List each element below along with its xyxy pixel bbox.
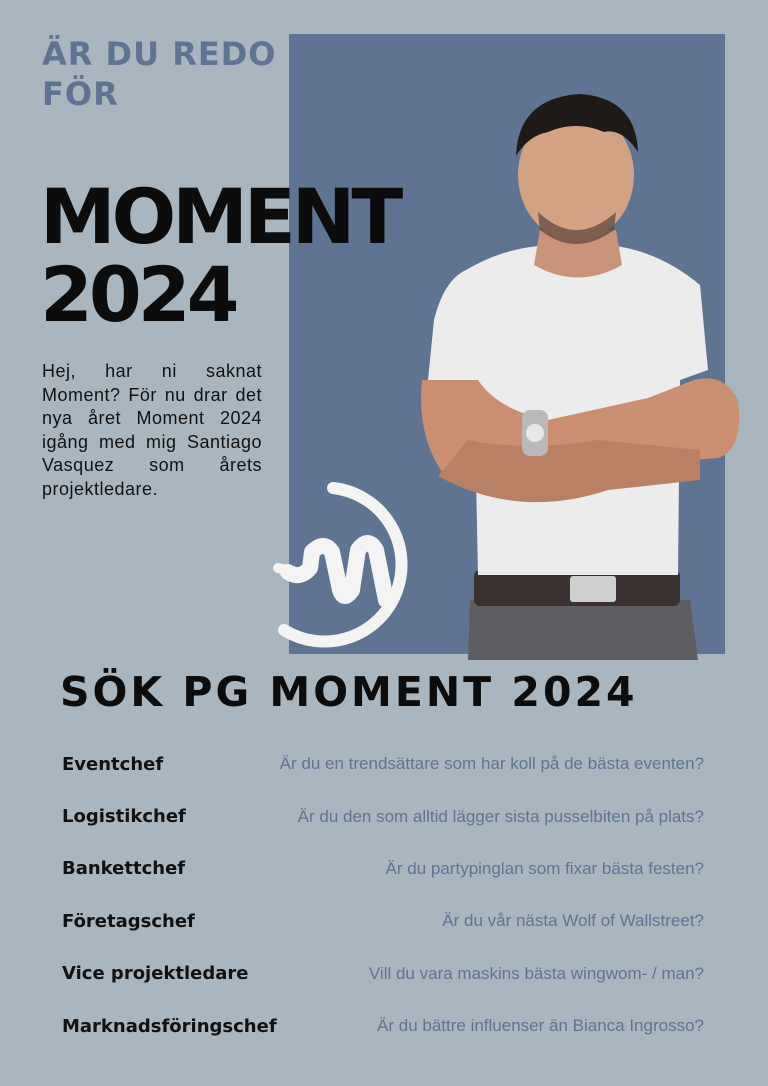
kicker-text: ÄR DU REDO FÖR	[42, 35, 277, 113]
role-name: Bankettchef	[62, 858, 186, 880]
person-photo	[408, 80, 748, 660]
role-row	[62, 895, 704, 947]
role-name: Logistikchef	[62, 806, 186, 828]
intro-paragraph: Hej, har ni saknat Moment? För nu drar det nya året Moment 2024 igång med mig Santiago Vasquez som årets projektledare.	[42, 361, 262, 499]
role-name: Vice projektledare	[62, 963, 249, 985]
role-row	[62, 1000, 704, 1052]
role-description: Vill du vara maskins bästa wingwom- / man?	[368, 963, 704, 983]
apply-title: SÖK PG MOMENT 2024	[60, 668, 638, 716]
role-row	[62, 790, 704, 842]
role-row	[62, 843, 704, 895]
headline: MOMENT 2024	[40, 172, 400, 339]
role-description: Är du den som alltid lägger sista pusselbiten på plats?	[297, 806, 704, 826]
roles-list	[62, 738, 704, 1052]
role-name: Marknadsföringschef	[62, 1015, 277, 1037]
role-name: Eventchef	[62, 753, 164, 775]
role-row	[62, 738, 704, 790]
role-name: Företagschef	[62, 910, 195, 932]
role-description: Är du partypinglan som fixar bästa festen?	[385, 858, 704, 878]
role-row	[62, 948, 704, 1000]
role-description: Är du en trendsättare som har koll på de bästa eventen?	[279, 754, 704, 774]
role-description: Är du bättre influenser än Bianca Ingrosso?	[377, 1016, 704, 1036]
role-description: Är du vår nästa Wolf of Wallstreet?	[442, 911, 704, 931]
moment-logo-icon	[248, 480, 418, 650]
